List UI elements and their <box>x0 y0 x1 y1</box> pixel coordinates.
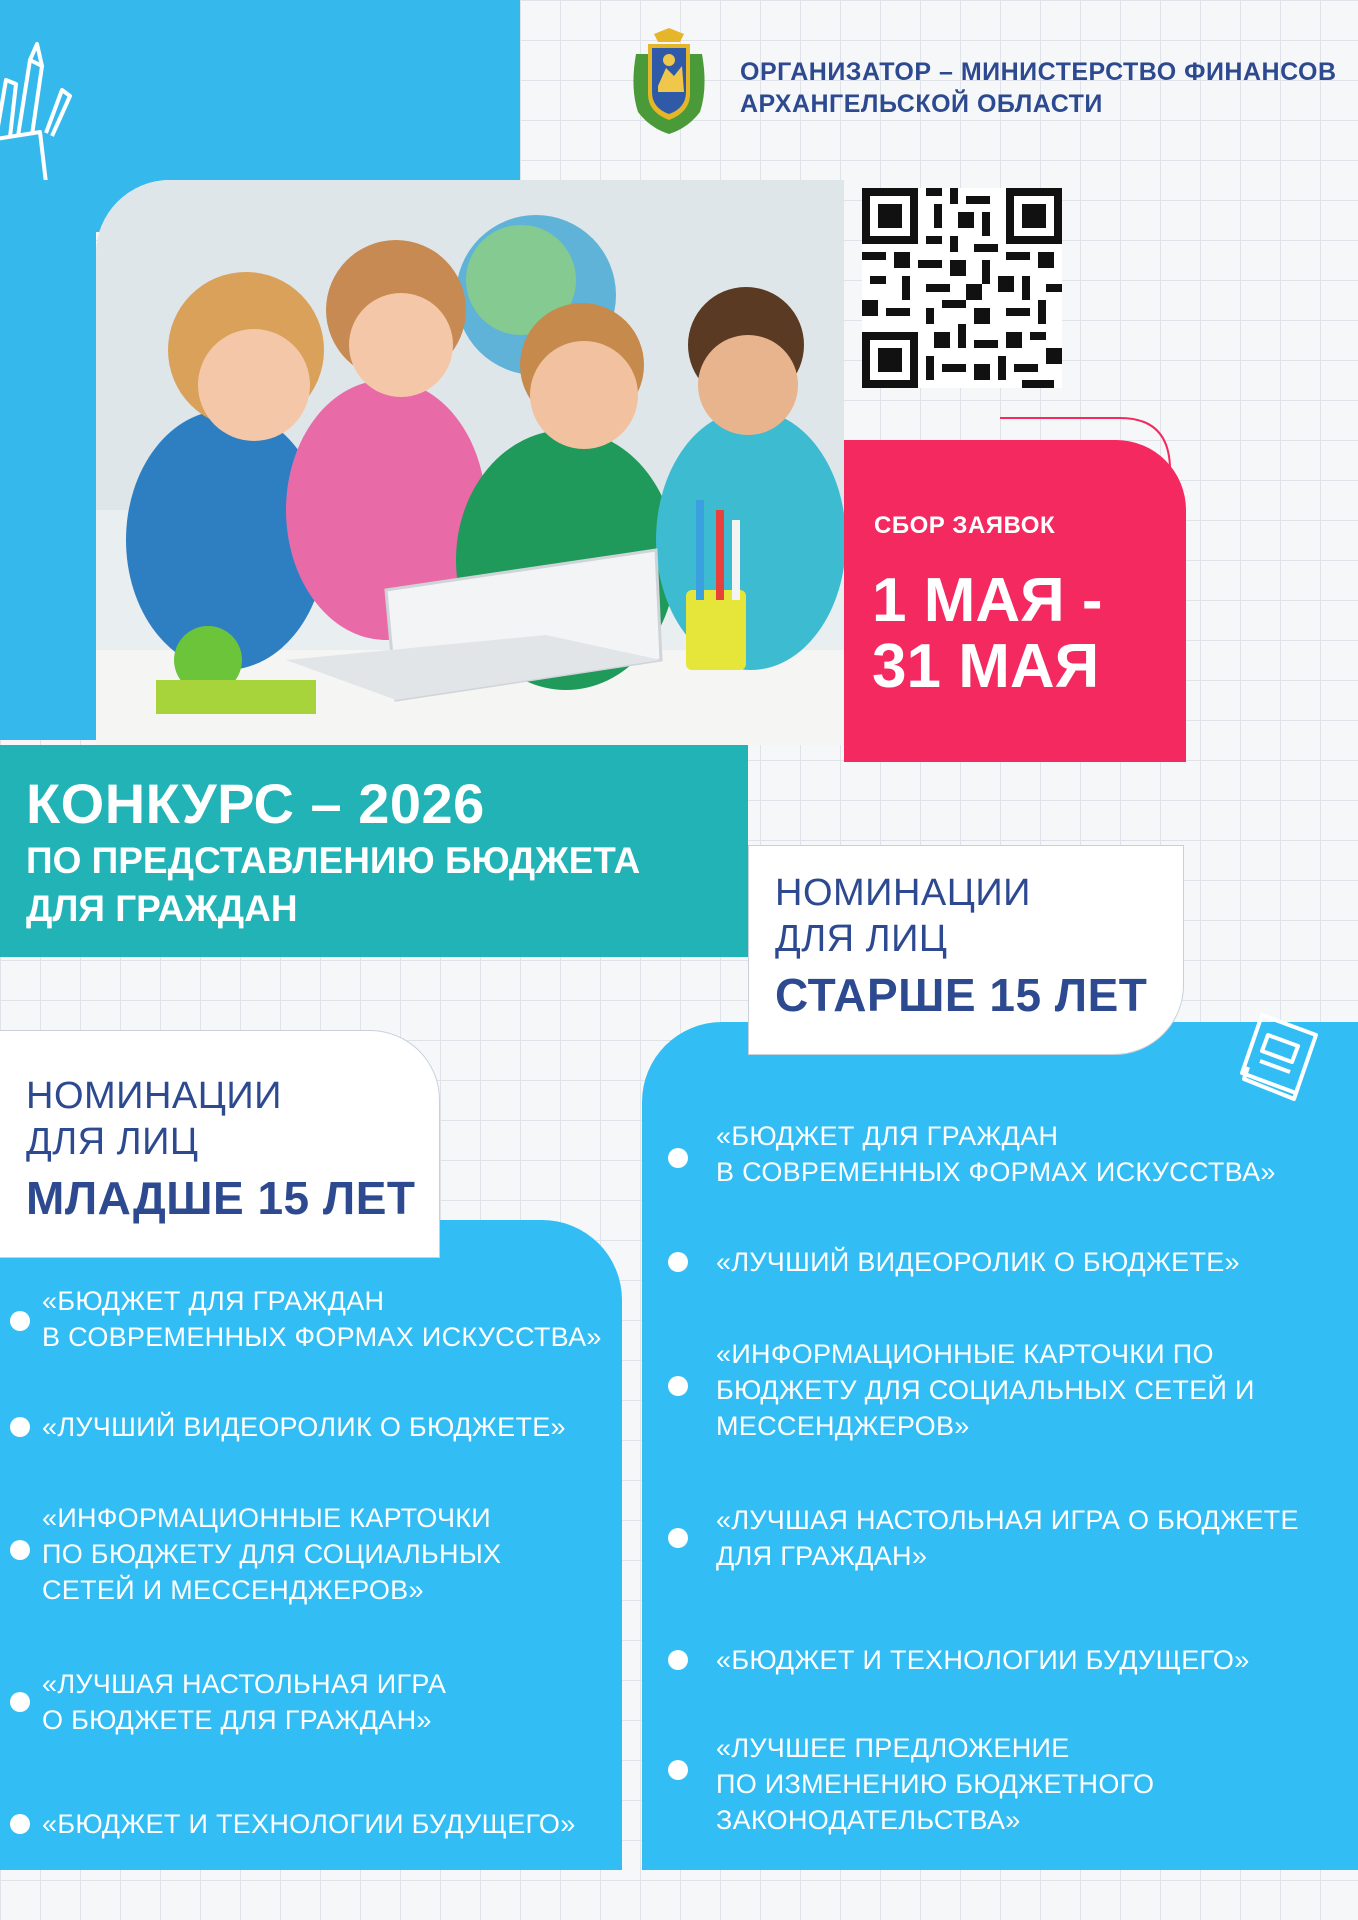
younger-age-label: МЛАДШЕ 15 ЛЕТ <box>26 1172 416 1224</box>
bullet-dot <box>668 1650 688 1670</box>
bullet-dot <box>668 1528 688 1548</box>
younger-item-1-text: «БЮДЖЕТ ДЛЯ ГРАЖДАН В СОВРЕМЕННЫХ ФОРМАХ ИСКУССТВА» <box>42 1286 602 1352</box>
application-label: СБОР ЗАЯВОК <box>874 512 1056 539</box>
older-age-label: СТАРШЕ 15 ЛЕТ <box>775 969 1148 1021</box>
bullet-dot <box>10 1692 30 1712</box>
application-dates <box>872 568 1103 700</box>
younger-nominations-label <box>0 1030 440 1258</box>
bullet-dot <box>10 1311 30 1331</box>
date-from: 1 МАЯ - <box>872 566 1103 635</box>
older-item-4 <box>668 1502 1299 1574</box>
younger-label-line-1: НОМИНАЦИИ <box>26 1075 282 1117</box>
qr-code-icon[interactable] <box>862 188 1062 388</box>
bullet-dot <box>668 1376 688 1396</box>
younger-item-1 <box>10 1283 602 1355</box>
younger-item-4 <box>10 1666 446 1738</box>
older-item-1-text: «БЮДЖЕТ ДЛЯ ГРАЖДАН В СОВРЕМЕННЫХ ФОРМАХ ИСКУССТВА» <box>716 1121 1276 1187</box>
older-item-5 <box>668 1642 1250 1678</box>
bullet-dot <box>10 1814 30 1834</box>
application-dates-block <box>844 440 1186 762</box>
older-item-1 <box>668 1118 1276 1190</box>
contest-title-block <box>0 745 748 957</box>
younger-item-2 <box>10 1409 566 1445</box>
date-to: 31 МАЯ <box>872 632 1100 701</box>
qr-code-pattern <box>862 188 1062 388</box>
organizer-text <box>740 56 1337 120</box>
older-label-line-1: НОМИНАЦИИ <box>775 872 1031 914</box>
older-nominations-label <box>748 845 1184 1055</box>
organizer-line-2: АРХАНГЕЛЬСКОЙ ОБЛАСТИ <box>740 90 1103 118</box>
older-item-3-text: «ИНФОРМАЦИОННЫЕ КАРТОЧКИ ПО БЮДЖЕТУ ДЛЯ СОЦИАЛЬНЫХ СЕТЕЙ И МЕССЕНДЖЕРОВ» <box>716 1339 1255 1441</box>
left-decor-strip <box>0 180 96 740</box>
children-photo-illustration <box>96 180 844 745</box>
younger-item-3-text: «ИНФОРМАЦИОННЫЕ КАРТОЧКИ ПО БЮДЖЕТУ ДЛЯ СОЦИАЛЬНЫХ СЕТЕЙ И МЕССЕНДЖЕРОВ» <box>42 1503 502 1605</box>
contest-title: КОНКУРС – 2026 <box>26 772 485 835</box>
younger-item-4-text: «ЛУЧШАЯ НАСТОЛЬНАЯ ИГРА О БЮДЖЕТЕ ДЛЯ ГРАЖДАН» <box>42 1669 447 1735</box>
older-label-line-2: ДЛЯ ЛИЦ <box>775 918 948 960</box>
younger-item-3 <box>10 1500 501 1608</box>
contest-subtitle-line-2: ДЛЯ ГРАЖДАН <box>26 888 298 929</box>
bullet-dot <box>10 1417 30 1437</box>
younger-item-5 <box>10 1806 576 1842</box>
contest-subtitle-line-1: ПО ПРЕДСТАВЛЕНИЮ БЮДЖЕТА <box>26 840 641 881</box>
children-photo <box>96 180 844 745</box>
bullet-dot <box>668 1252 688 1272</box>
book-icon <box>1232 1005 1332 1105</box>
contest-subtitle <box>26 837 640 933</box>
older-item-4-text: «ЛУЧШАЯ НАСТОЛЬНАЯ ИГРА О БЮДЖЕТЕ ДЛЯ ГРАЖДАН» <box>716 1505 1299 1571</box>
younger-label-line-2: ДЛЯ ЛИЦ <box>26 1121 199 1163</box>
bullet-dot <box>668 1760 688 1780</box>
younger-item-5-text: «БЮДЖЕТ И ТЕХНОЛОГИИ БУДУЩЕГО» <box>42 1809 576 1839</box>
older-item-2 <box>668 1244 1240 1280</box>
older-item-6-text: «ЛУЧШЕЕ ПРЕДЛОЖЕНИЕ ПО ИЗМЕНЕНИЮ БЮДЖЕТНОГО ЗАКОНОДАТЕЛЬСТВА» <box>716 1733 1155 1835</box>
coat-of-arms-icon <box>628 28 710 138</box>
older-item-6 <box>668 1730 1154 1838</box>
older-item-5-text: «БЮДЖЕТ И ТЕХНОЛОГИИ БУДУЩЕГО» <box>716 1645 1250 1675</box>
older-item-2-text: «ЛУЧШИЙ ВИДЕОРОЛИК О БЮДЖЕТЕ» <box>716 1247 1240 1277</box>
bullet-dot <box>10 1540 30 1560</box>
organizer-line-1: ОРГАНИЗАТОР – МИНИСТЕРСТВО ФИНАНСОВ <box>740 58 1337 86</box>
older-item-3 <box>668 1336 1255 1444</box>
younger-item-2-text: «ЛУЧШИЙ ВИДЕОРОЛИК О БЮДЖЕТЕ» <box>42 1412 566 1442</box>
bullet-dot <box>668 1148 688 1168</box>
